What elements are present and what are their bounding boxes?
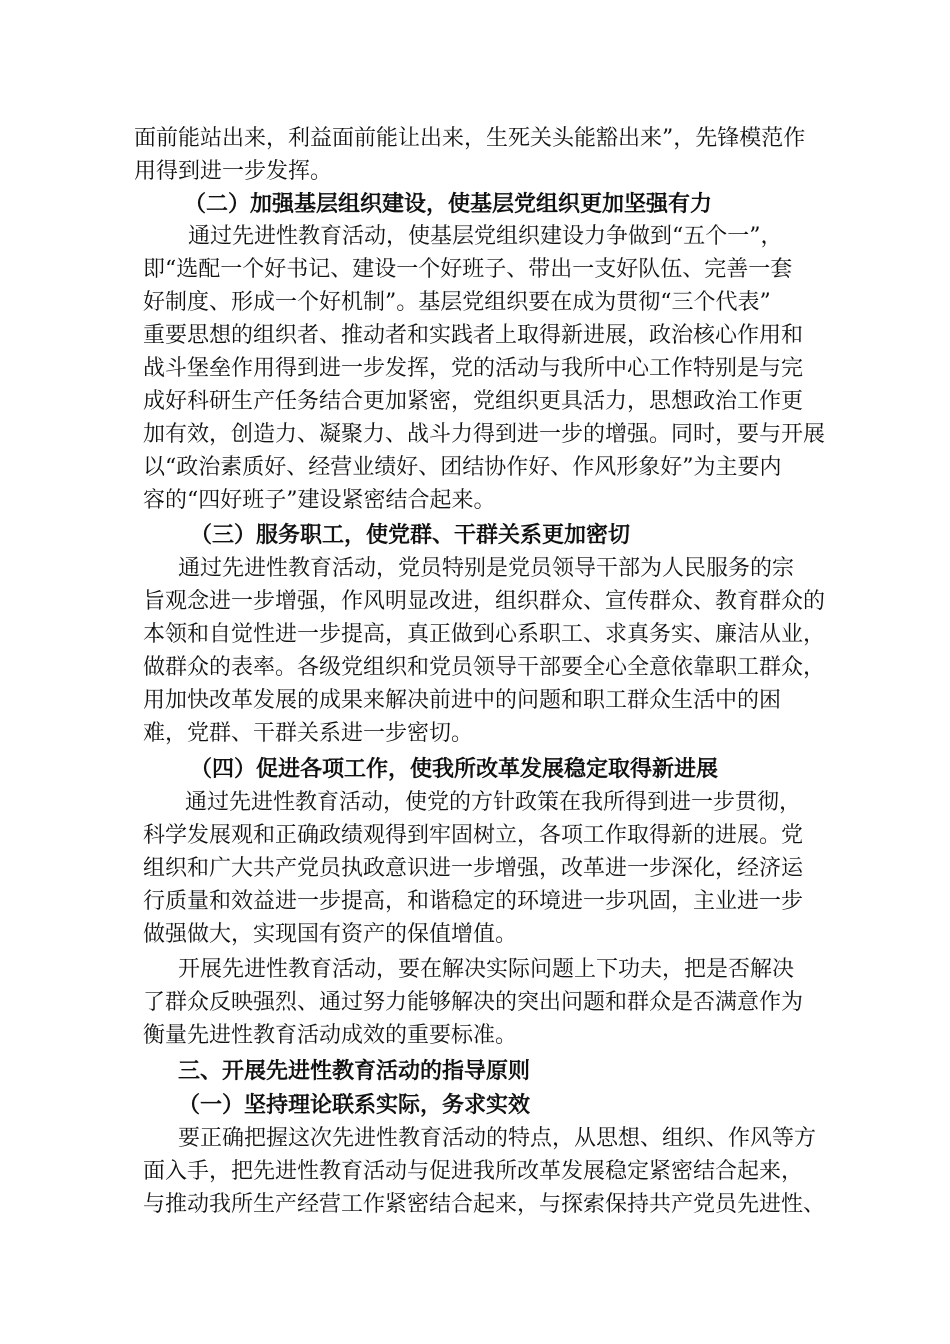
body-line-22: 做强做大，实现国有资产的保值增值。 — [143, 922, 518, 947]
body-line-25: 衡量先进性教育活动成效的重要标准。 — [143, 1023, 518, 1048]
body-line-14: 本领和自觉性进一步提高，真正做到心系职工、求真务实、廉洁从业， — [143, 622, 826, 647]
body-line-6: 重要思想的组织者、推动者和实践者上取得新进展，政治核心作用和 — [143, 323, 804, 348]
section-heading-3-1: （一）坚持理论联系实际，务求实效 — [178, 1092, 531, 1118]
body-line-18: 通过先进性教育活动，使党的方针政策在我所得到进一步贯彻， — [185, 790, 802, 815]
body-line-3: 通过先进性教育活动，使基层党组织建设力争做到“五个一”， — [188, 224, 783, 249]
body-line-17: 难，党群、干群关系进一步密切。 — [143, 721, 474, 746]
body-line-7: 战斗堡垒作用得到进一步发挥，党的活动与我所中心工作特别是与完 — [143, 356, 804, 381]
section-heading-4: （四）促进各项工作，使我所改革发展稳定取得新进展 — [190, 756, 719, 782]
body-line-4: 即“选配一个好书记、建设一个好班子、带出一支好队伍、完善一套 — [143, 257, 793, 282]
body-line-10: 以“政治素质好、经营业绩好、团结协作好、作风形象好”为主要内 — [143, 455, 782, 480]
body-line-8: 成好科研生产任务结合更加紧密，党组织更具活力，思想政治工作更 — [143, 389, 804, 414]
body-line-27: 面入手，把先进性教育活动与促进我所改革发展稳定紧密结合起来， — [143, 1159, 804, 1184]
body-line-13: 旨观念进一步增强，作风明显改进，组织群众、宣传群众、教育群众的 — [143, 589, 826, 614]
body-line-2: 用得到进一步发挥。 — [134, 159, 333, 184]
body-line-16: 用加快改革发展的成果来解决前进中的问题和职工群众生活中的困 — [143, 688, 782, 713]
body-line-5: 好制度、形成一个好机制”。基层党组织要在成为贯彻“三个代表” — [143, 290, 771, 315]
body-line-26: 要正确把握这次先进性教育活动的特点，从思想、组织、作风等方 — [178, 1126, 817, 1151]
section-heading-3: （三）服务职工，使党群、干群关系更加密切 — [190, 522, 631, 548]
body-line-24: 了群众反映强烈、通过努力能够解决的突出问题和群众是否满意作为 — [143, 990, 804, 1015]
body-line-15: 做群众的表率。各级党组织和党员领导干部要全心全意依靠职工群众， — [143, 655, 826, 680]
body-line-9: 加有效，创造力、凝聚力、战斗力得到进一步的增强。同时，要与开展 — [143, 422, 826, 447]
body-line-12: 通过先进性教育活动，党员特别是党员领导干部为人民服务的宗 — [178, 556, 795, 581]
body-line-1: 面前能站出来，利益面前能让出来，生死关头能豁出来”，先锋模范作 — [134, 126, 806, 151]
body-line-28: 与推动我所生产经营工作紧密结合起来，与探索保持共产党员先进性、 — [143, 1192, 826, 1217]
section-heading-2: （二）加强基层组织建设，使基层党组织更加坚强有力 — [184, 191, 713, 217]
chapter-heading-3: 三、开展先进性教育活动的指导原则 — [178, 1058, 531, 1084]
body-line-21: 行质量和效益进一步提高，和谐稳定的环境进一步巩固，主业进一步 — [143, 889, 804, 914]
body-line-20: 组织和广大共产党员执政意识进一步增强，改革进一步深化，经济运 — [143, 856, 804, 881]
body-line-11: 容的“四好班子”建设紧密结合起来。 — [143, 488, 496, 513]
body-line-23: 开展先进性教育活动，要在解决实际问题上下功夫，把是否解决 — [178, 957, 795, 982]
body-line-19: 科学发展观和正确政绩观得到牢固树立，各项工作取得新的进展。党 — [143, 823, 804, 848]
